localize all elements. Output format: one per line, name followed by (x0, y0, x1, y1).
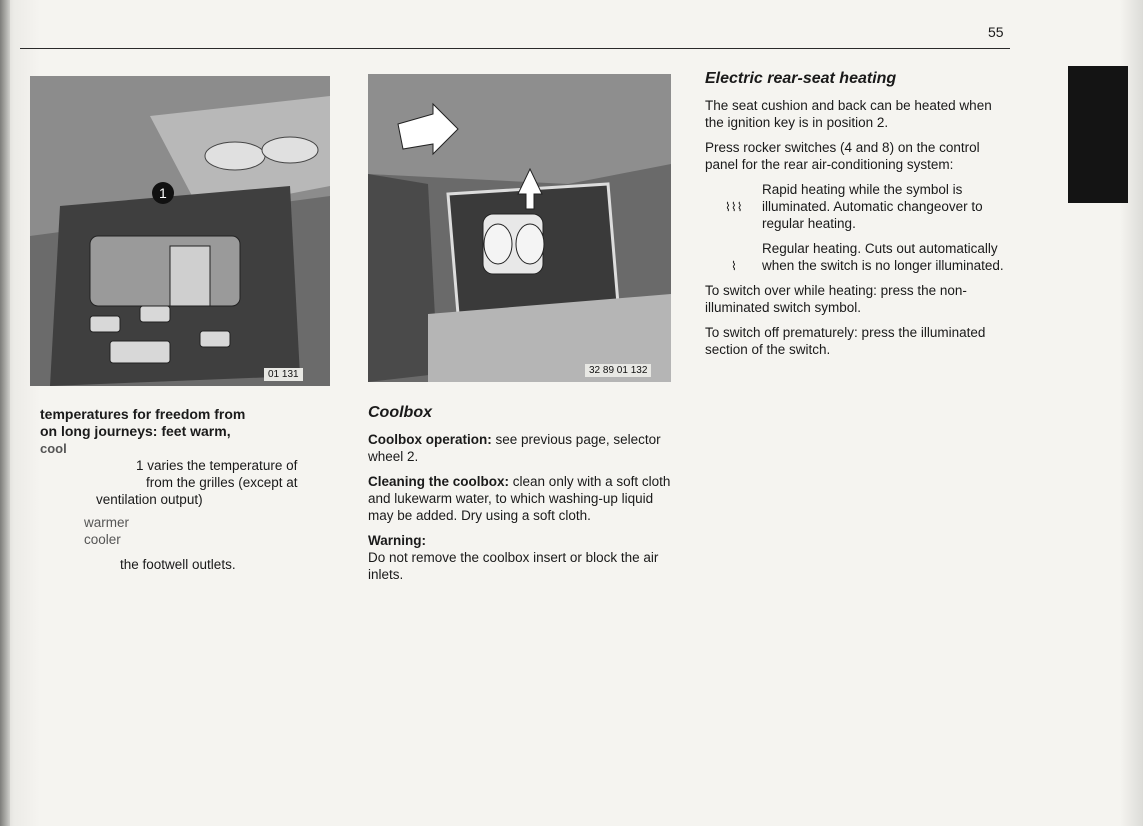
left-figure-code: 01 131 (264, 368, 303, 381)
coolbox-title: Coolbox (368, 404, 432, 421)
rear-seat-title: Electric rear-seat heating (705, 70, 897, 87)
vent-heading-1: temperatures for freedom from (40, 406, 246, 422)
rapid-heating-item (705, 181, 1010, 232)
page-gutter (0, 0, 10, 826)
rear-seat-p4: To switch off prematurely: press the illuminated section of the switch. (705, 325, 986, 357)
vent-line-1: 1 varies the temperature of (136, 458, 298, 473)
coolbox-illustration (368, 74, 671, 382)
vent-line-6: the footwell outlets. (120, 557, 236, 572)
coolbox-cleaning: Cleaning the coolbox: clean only with a soft cloth and lukewarm water, to which washing-up liquid may be added. Dry using a soft cloth. (368, 474, 671, 523)
rear-seat-p1: The seat cushion and back can be heated when the ignition key is in position 2. (705, 98, 992, 130)
header-rule (20, 48, 1010, 49)
left-column-text (40, 406, 332, 573)
regular-heating-text: Regular heating. Cuts out automatically when the switch is no longer illuminated. (762, 241, 1004, 273)
mid-figure-code: 32 89 01 132 (585, 364, 651, 377)
rapid-heating-text: Rapid heating while the symbol is illuminated. Automatic changeover to regular heating. (762, 182, 983, 231)
regular-heat-symbol-icon: ⌇ (731, 259, 737, 273)
vent-heading-2: on long journeys: feet warm, (40, 423, 231, 439)
coolbox-section (368, 404, 671, 583)
rear-vents-illustration (30, 76, 330, 386)
vent-heading-3: cool (40, 441, 67, 456)
page-number: 55 (988, 24, 1004, 40)
rear-seat-p2: Press rocker switches (4 and 8) on the control panel for the rear air-conditioning system: (705, 140, 980, 172)
thumb-index-tab (1068, 66, 1128, 203)
coolbox-warning-label: Warning: (368, 533, 426, 548)
coolbox-operation: Coolbox operation: see previous page, selector wheel 2. (368, 432, 661, 464)
coolbox-warning-text: Do not remove the coolbox insert or block the air inlets. (368, 550, 659, 582)
rear-seat-heating-section (705, 70, 1010, 366)
vent-line-5: cooler (84, 532, 121, 547)
rear-seat-p3: To switch over while heating: press the non-illuminated switch symbol. (705, 283, 967, 315)
callout-1: 1 (159, 185, 167, 201)
rapid-heat-symbol-icon: ⌇⌇⌇ (725, 200, 743, 214)
vent-line-2: from the grilles (except at (146, 475, 298, 490)
vent-line-3: ventilation output) (96, 492, 203, 507)
vent-line-4: warmer (84, 515, 130, 530)
regular-heating-item (705, 240, 1010, 274)
